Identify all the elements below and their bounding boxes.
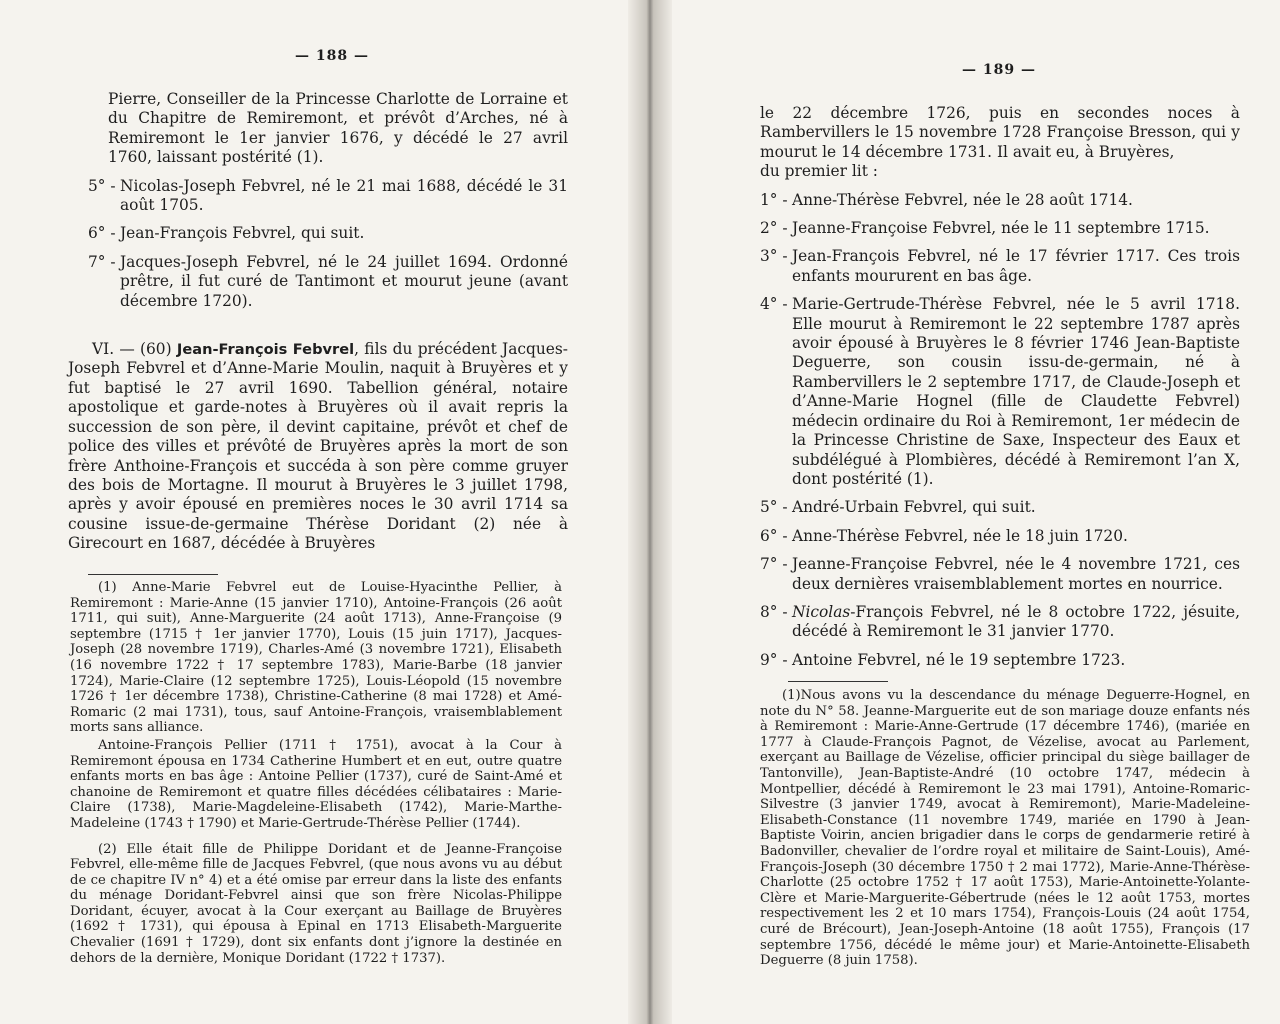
- item-number: 1° -: [760, 190, 788, 209]
- list-item: [760, 603, 1240, 642]
- section-paragraph: [68, 340, 568, 553]
- item-text: André-Urbain Febvrel, qui suit.: [792, 498, 1036, 517]
- list-item: [760, 651, 1240, 670]
- list-item: [760, 555, 1240, 594]
- footnote-rule: [88, 574, 218, 575]
- list-item: [88, 253, 568, 311]
- page-number: — 189 —: [962, 62, 1036, 78]
- list-item: [760, 498, 1240, 517]
- list-item: [760, 191, 1240, 210]
- continuation-end: du premier lit :: [760, 162, 878, 181]
- section-prefix: VI. — (60): [92, 340, 177, 359]
- continuation-paragraph: le 22 décembre 1726, puis en secondes noces à Rambervillers le 15 novembre 1728 Françoise Bresson, qui y mourut le 14 décembre 1731. Il avait eu, à Bruyères,: [760, 104, 1240, 161]
- item-text: Antoine Febvrel, né le 19 septembre 1723.: [792, 650, 1126, 669]
- continuation-paragraph: Pierre, Conseiller de la Princesse Charlotte de Lorraine et du Chapitre de Remiremont, et prévôt d’Arches, né à Remiremont le 1er janvier 1676, y décédé le 27 avril 1760, laissant postérité (1).: [108, 90, 568, 167]
- item-number: 9° -: [760, 650, 788, 669]
- item-number: 5° -: [88, 176, 116, 195]
- footnote: (1)Nous avons vu la descendance du ménage Deguerre-Hognel, en note du N° 58. Jeanne-Marguerite eut de son mariage douze enfants nés à Remiremont : Marie-Anne-Gertrude (17 décembre 1746), (mariée en 1777 à Claude-François Pagnot, de Vézelise, avocat au Parlement, exerçant au Baillage de Vézelise, officier principal du siège baillager de Tantonville), Jean-Baptiste-André (10 octobre 1747, médecin à Montpellier, décédé à Remiremont le 23 mai 1791), Antoine-Romaric-Silvestre (3 janvier 1749, avocat à Remiremont), Marie-Madeleine-Elisabeth-Constance (11 novembre 1749, mariée en 1790 à Jean-Baptiste Voirin, ancien brigadier dans le corps de gendarmerie retiré à Badonviller, chevalier de l’ordre royal et militaire de Saint-Louis), Amé-François-Joseph (30 décembre 1750 † 2 mai 1772), Marie-Anne-Thérèse-Charlotte (25 octobre 1752 † 17 août 1753), Marie-Antoinette-Yolante-Clère et Marie-Marguerite-Gébertrude (nées le 12 août 1753, mortes respectivement les 2 et 10 mars 1754), François-Louis (24 août 1754, curé de Brécourt), Jean-Joseph-Antoine (18 août 1755), François (17 septembre 1756, décédé le même jour) et Marie-Antoinette-Elisabeth Deguerre (8 juin 1758).: [760, 688, 1250, 969]
- item-text: [792, 603, 1240, 642]
- footnotes: [70, 580, 562, 976]
- main-text: [68, 90, 568, 554]
- item-text: Anne-Thérèse Febvrel, née le 18 juin 1720.: [792, 526, 1128, 545]
- item-number: 7° -: [760, 555, 788, 574]
- list-item: [760, 295, 1240, 489]
- list-item: [88, 224, 568, 243]
- list-item: [88, 177, 568, 216]
- item-text: Nicolas-Joseph Febvrel, né le 21 mai 1688, décédé le 31 août 1705.: [120, 176, 568, 215]
- item-italic-part: Nicolas: [792, 602, 851, 621]
- item-text: Anne-Thérèse Febvrel, née le 28 août 1714.: [792, 190, 1133, 209]
- item-number: 6° -: [760, 526, 788, 545]
- item-text: Jeanne-Françoise Febvrel, née le 11 septembre 1715.: [792, 219, 1210, 238]
- item-number: 8° -: [760, 602, 788, 621]
- page-number: — 188 —: [295, 48, 369, 64]
- item-text-rest: -François Febvrel, né le 8 octobre 1722, jésuite, décédé à Remiremont le 31 janvier 1770.: [792, 602, 1240, 641]
- list-item: [760, 247, 1240, 286]
- item-text: Jean-François Febvrel, qui suit.: [120, 224, 365, 243]
- item-number: 2° -: [760, 219, 788, 238]
- footnote: Antoine-François Pellier (1711 † 1751), avocat à la Cour à Remiremont épousa en 1734 Catherine Humbert et en eut, outre quatre enfants morts en bas âge : Antoine Pellier (1737), curé de Saint-Amé et chanoine de Remiremont et quatre filles décédées célibataires : Marie-Claire (1738), Marie-Magdeleine-Elisabeth (1742), Marie-Marthe-Madeleine (1743 † 1790) et Marie-Gertrude-Thérèse Pellier (1744).: [70, 737, 562, 831]
- footnote: (1) Anne-Marie Febvrel eut de Louise-Hyacinthe Pellier, à Remiremont : Marie-Anne (15 janvier 1710), Antoine-François (26 août 1711, qui suit), Anne-Marguerite (24 août 1713), Anne-Françoise (9 septembre (1715 † 1er janvier 1770), Louis (15 juin 1717), Jacques-Joseph (28 novembre 1719), Charles-Amé (3 novembre 1721), Elisabeth (16 novembre 1722 † 17 septembre 1783), Marie-Barbe (18 janvier 1724), Marie-Claire (12 septembre 1725), Louis-Léopold (15 novembre 1726 † 1er décembre 1738), Christine-Catherine (8 mai 1728) et Amé-Romaric (2 mai 1731), tous, sauf Antoine-François, vraisemblablement morts sans alliance.: [70, 580, 562, 736]
- page-188: [0, 0, 628, 1024]
- footnotes: [760, 688, 1250, 979]
- section-name: Jean-François Febvrel: [176, 341, 355, 359]
- item-number: 4° -: [760, 295, 788, 314]
- item-text: Jean-François Febvrel, né le 17 février 1717. Ces trois enfants moururent en bas âge.: [792, 247, 1240, 285]
- footnote: (2) Elle était fille de Philippe Doridant et de Jeanne-Françoise Febvrel, elle-même fille de Jacques Febvrel, (que nous avons vu au début de ce chapitre IV n° 4) et a été omise par erreur dans la liste des enfants du ménage Doridant-Febvrel ainsi que son frère Nicolas-Philippe Doridant, écuyer, avocat à la Cour exerçant au Baillage de Bruyères (1692 † 1731), qui épousa à Epinal en 1713 Elisabeth-Marguerite Chevalier (1691 † 1729), dont six enfants dont j’ignore la destinée en dehors de la dernière, Monique Doridant (1722 † 1737).: [70, 841, 562, 966]
- item-text: Jacques-Joseph Febvrel, né le 24 juillet 1694. Ordonné prêtre, il fut curé de Tantimont et mourut jeune (avant décembre 1720).: [120, 252, 568, 310]
- book-gutter: [628, 0, 672, 1024]
- item-number: 6° -: [88, 224, 116, 243]
- section-text: , fils du précédent Jacques-Joseph Febvrel et d’Anne-Marie Moulin, naquit à Bruyères et y fut baptisé le 27 avril 1690. Tabellion général, notaire apostolique et garde-notes à Bruyères où il avait repris la succession de son père, il devint capitaine, prévôt et chef de police des villes et prévôté de Bruyères après la mort de son frère Anthoine-François et succéda à son père comme gruyer des bois de Mortagne. Il mourut à Bruyères le 3 juillet 1798, après y avoir épousé en premières noces le 30 avril 1714 sa cousine issue-de-germaine Thérèse Doridant (2) née à Girecourt en 1687, décédée à Bruyères: [68, 340, 568, 553]
- item-number: 7° -: [88, 252, 116, 271]
- item-number: 5° -: [760, 498, 788, 517]
- list-item: [760, 219, 1240, 238]
- main-text: [760, 104, 1240, 679]
- list-item: [760, 527, 1240, 546]
- item-text: Marie-Gertrude-Thérèse Febvrel, née le 5 avril 1718. Elle mourut à Remiremont le 22 septembre 1787 après avoir épousé à Bruyères le 8 février 1746 Jean-Baptiste Deguerre, son cousin issu-de-germain, né à Rambervillers le 2 septembre 1717, de Claude-Joseph et d’Anne-Marie Hognel (fille de Claudette Febvrel) médecin ordinaire du Roi à Remiremont, 1er médecin de la Princesse Christine de Saxe, Inspecteur des Eaux et subdélégué à Plombières, décédé à Remiremont l’an X, dont postérité (1).: [792, 295, 1240, 488]
- footnote-rule: [788, 681, 888, 682]
- page-189: [672, 0, 1280, 1024]
- item-number: 3° -: [760, 247, 788, 266]
- item-text: Jeanne-Françoise Febvrel, née le 4 novembre 1721, ces deux dernières vraisemblablement mortes en nourrice.: [792, 555, 1240, 593]
